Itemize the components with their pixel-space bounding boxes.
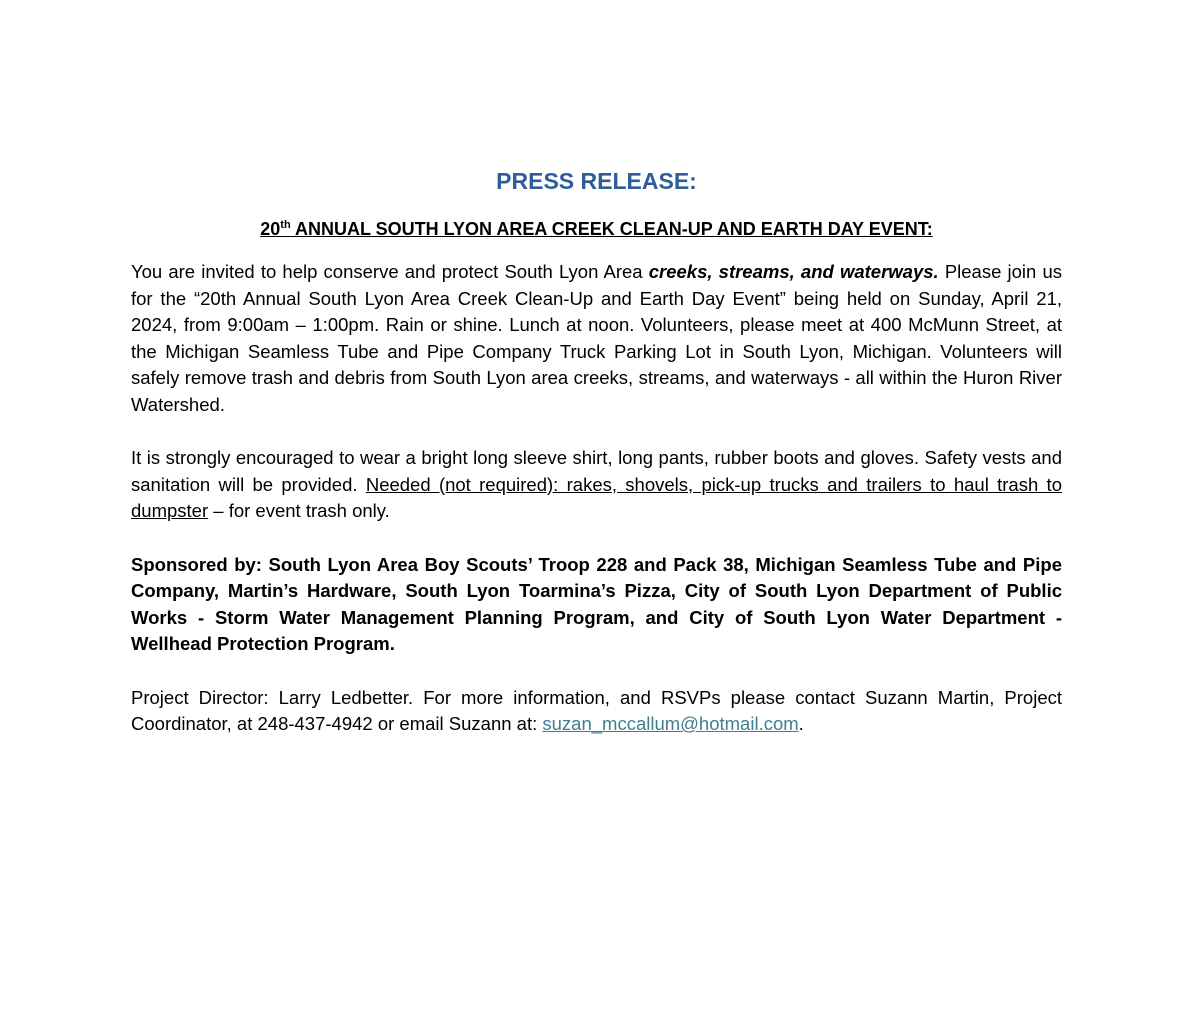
press-release-title: PRESS RELEASE: (496, 168, 697, 194)
contact-paragraph (131, 685, 1062, 738)
email-link[interactable]: suzan_mccallum@hotmail.com (542, 713, 799, 735)
invitation-emphasis: creeks, streams, and waterways. (648, 261, 939, 282)
contact-text: Project Director: Larry Ledbetter. For more information, and RSVPs please contact Suzann Martin, Project Coordinator, at 248-437-4942 or email Suzann at: (131, 686, 1062, 735)
attire-text: It is strongly encouraged to wear a bright long sleeve shirt, long pants, rubber boots and gloves. Safety vests and sanitation will be provided. (131, 447, 1062, 495)
attire-paragraph (131, 445, 1062, 525)
sponsors-paragraph: Sponsored by: South Lyon Area Boy Scouts’ Troop 228 and Pack 38, Michigan Seamless Tube and Pipe Company, Martin’s Hardware, South Lyon Toarmina’s Pizza, City of South Lyon Department of Public Works - Storm Water Management Planning Program, and City of South Lyon Water Department - Wellhead Protection Program. (131, 553, 1062, 655)
event-heading-ordinal: th (280, 219, 291, 231)
invitation-paragraph (131, 259, 1062, 419)
invitation-intro: You are invited to help conserve and protect South Lyon Area (131, 261, 649, 282)
needed-items: Needed (not required): rakes, shovels, pick-up trucks and trailers to haul trash to dumpster (131, 473, 1062, 522)
invitation-details: Please join us for the “20th Annual South Lyon Area Creek Clean-Up and Earth Day Event” being held on Sunday, April 21, 2024, from 9:00am – 1:00pm. Rain or shine. Lunch at noon. Volunteers, please meet at 400 McMunn Street, at the Michigan Seamless Tube and Pipe Company Truck Parking Lot in South Lyon, Michigan. Volunteers will safely remove trash and debris from South Lyon area creeks, streams, and waterways - all within the Huron River Watershed. (131, 261, 1063, 415)
event-heading (131, 217, 1062, 241)
event-heading-number: 20 (260, 219, 281, 239)
attire-note: – for event trash only. (208, 500, 390, 522)
press-release-document (131, 165, 1062, 738)
contact-end: . (798, 713, 804, 735)
event-heading-text: ANNUAL SOUTH LYON AREA CREEK CLEAN-UP AND EARTH DAY EVENT: (290, 219, 933, 239)
